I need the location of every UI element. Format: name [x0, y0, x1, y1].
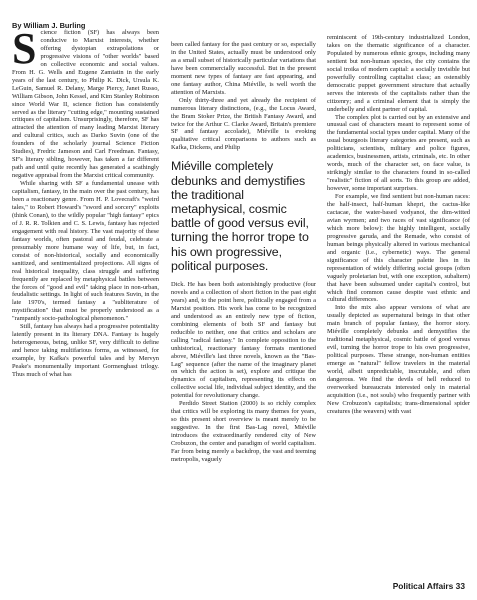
paragraph: While sharing with SF a fundamental unease with capitalism, fantasy, in the main over the past century, has been a reactionary genre. From H. P. Lovecraft's "weird tales," to Robert Howard's "sword and sorcery" exploits (think Conan), to the wildly popular "high fantasy" epics of J. R. R. Tolkien and C. S. Lewis, fantasy has rejected engagement with real history. The vast majority of these fantasy worlds, often pastoral and feudal, celebrate a presumably more humane way of life, but, in fact, consist of non-historical, socially and economically sanitized, and sentimentalized projections. All signs of real historical inequality, class struggle and suffering frequently are replaced by metaphysical battles between the forces of "good and evil" taking place in non-urban, feudalistic settings. In light of such features Suvin, in the late 1970's, termed fantasy a "subliterature of mystification" that must be properly understood as a "rampantly socio-pathological phenomenon."	[12, 180, 159, 323]
paragraph: Still, fantasy has always had a progressive potentiality latently present in its literary DNA. Fantasy is hugely heterogeneous, being, unlike SF, very difficult to define and hence taking multifarious forms, as witnessed, for example, by Kafka's powerful tales and by Mervyn Peake's monumentally important Gormenghast trilogy. Thus much of what has	[12, 323, 159, 378]
paragraph: For example, we find sentient but non-human races: the half-insect, half-human khepri, the cactus-like cactacae, the water-based vodyanoi, the dim-witted avian wyrmen; and two races of vast significance (of which more below): the highly intelligent, socially progressive garuda, and the Remade, who consist of human beings physically altered in various mechanical and organic (i.e., cybernetic) ways. The general significance of this character palette lies in its representation of widely differing social groups (often vaguely proletarian but, with one exception, subaltern) that have been subsumed under capital's control, but which find common cause despite vast ethnic and cultural differences.	[327, 193, 470, 304]
page-footer: Political Affairs 33	[392, 581, 465, 591]
column-2	[171, 41, 316, 464]
column-1	[12, 17, 159, 379]
paragraph: Dick. He has been both astonishingly productive (four novels and a collection of short fiction in the past eight years) and, to the point here, politically engaged from a Marxist position. His work has come to be recognized and understood as an entirely new type of fiction, combining elements of both SF and fantasy but reducible to neither, one that critics and scholars are calling "radical fantasy." In complete opposition to the unhistorical, reactionary fantasy formats mentioned above, Miéville's last three novels, known as the "Bas-Lag" sequence (after the name of the imaginary planet on which the action is set), explore and critique the dynamics of capitalism, representing its effects on collective social life, individual subject identity, and the potential for revolutionary change.	[171, 280, 316, 400]
pull-quote: Miéville completely debunks and demystifies the traditional metaphysical, cosmic battle of good versus evil, turning the horror trope to his own progressive, political purposes.	[171, 159, 309, 273]
paragraph: reminiscent of 19th-century industrialized London, takes on the thematic significance of a character. Populated by numerous ethnic groups, including many sentient but non-human species, the city contains the social troika of modern capital: a socially invisible but powerfully controlling capitalist class; an ostensibly democratic puppet government structure that actually serves the interests of the capitalists rather than the citizenry; and a criminal element that is simply the underbelly and silent partner of capital.	[327, 34, 470, 113]
paragraph-text: cience fiction (SF) has always been conducive to Marxist interests, whether offering dystopian extrapolations or progressive visions of "other worlds" based on collective economic and social values. From H. G. Wells and Eugene Zamiatin in the early years of the last century, to Philip K. Dick, Ursula K. LeGuin, Samuel R. Delany, Marge Piercy, Janet Russo, William Gibson, John Kessel, and Kim Stanley Robinson since World War II, science fiction has consistently served as the literary "cutting edge," mounting sustained critiques of capitalism. Unsurprisingly, therefore, SF has attracted the attention of many leading Marxist literary and cultural critics, such as Darko Suvin (one of the founders of the scholarly journal Science Fiction Studies), Fredric Jameson and Carl Freedman. Fantasy, SF's literary sibling, however, has taken a far different path and until quite recently has generated a scathingly negative appraisal from the Marxist critical community.	[12, 29, 159, 180]
paragraph: Perdido Street Station (2000) is so richly complex that critics will be exploring its many themes for years, so this present short overview is meant merely to be suggestive. In the first Bas-Lag novel, Miéville introduces the extraordinarily rendered city of New Crobuzon, the center and paradigm of world capitalism. Far from being merely a backdrop, the vast and teeming metropolis, vaguely	[171, 400, 316, 463]
column-3	[327, 34, 470, 416]
paragraph: Into the mix also appear versions of what are usually depicted as supernatural beings in that other main branch of popular fantasy, the horror story. Miéville completely debunks and demystifies the traditional metaphysical, cosmic battle of good versus evil, turning the horror trope to his own progressive, political purposes. These strange, non-human entities emerge as "natural" fellow travelers in the material world, albeit unpredictable, inscrutable, and often dangerous. We find the devils of hell reduced to overworked bureaucrats interested only in material acquisition (i.e., not souls) who frequently partner with New Crobuzon's capitalists; trans-dimensional spider creatures (the weavers) with vast	[327, 304, 470, 415]
drop-cap: S	[12, 24, 37, 73]
paragraph: been called fantasy for the past century or so, especially in the United States, actually must be understood only as a small subset of historically particular variations that have been commercially successful. But in the present moment new types of fantasy are fast appearing, and one fantasy author, China Miéville, is well worth the attention of Marxists.	[171, 41, 316, 96]
byline: By William J. Burling	[12, 21, 86, 30]
paragraph: Only thirty-three and yet already the recipient of numerous literary distinctions, (e.g., the Locus Award, the Bram Stoker Prize, the British Fantasy Award, and twice for the Arthur C. Clarke Award, Britain's premiere SF and fantasy accolade), Miéville is evoking qualitative critical comparisons to authors such as Kafka, Dickens, and Philip	[171, 96, 316, 152]
paragraph: The complex plot is carried out by an extensive and unusual cast of characters meant to represent some of the fundamental social types under capital. Many of the usual bourgeois literary categories are present, such as politicians, scientists, military and police figures, academics, businessmen, artists, criminals, etc. In other words, much of the character set, on face value, is strikingly similar to the characters found in so-called "realistic" fiction of all sorts. To this group are added, however, some important surprises.	[327, 113, 470, 193]
